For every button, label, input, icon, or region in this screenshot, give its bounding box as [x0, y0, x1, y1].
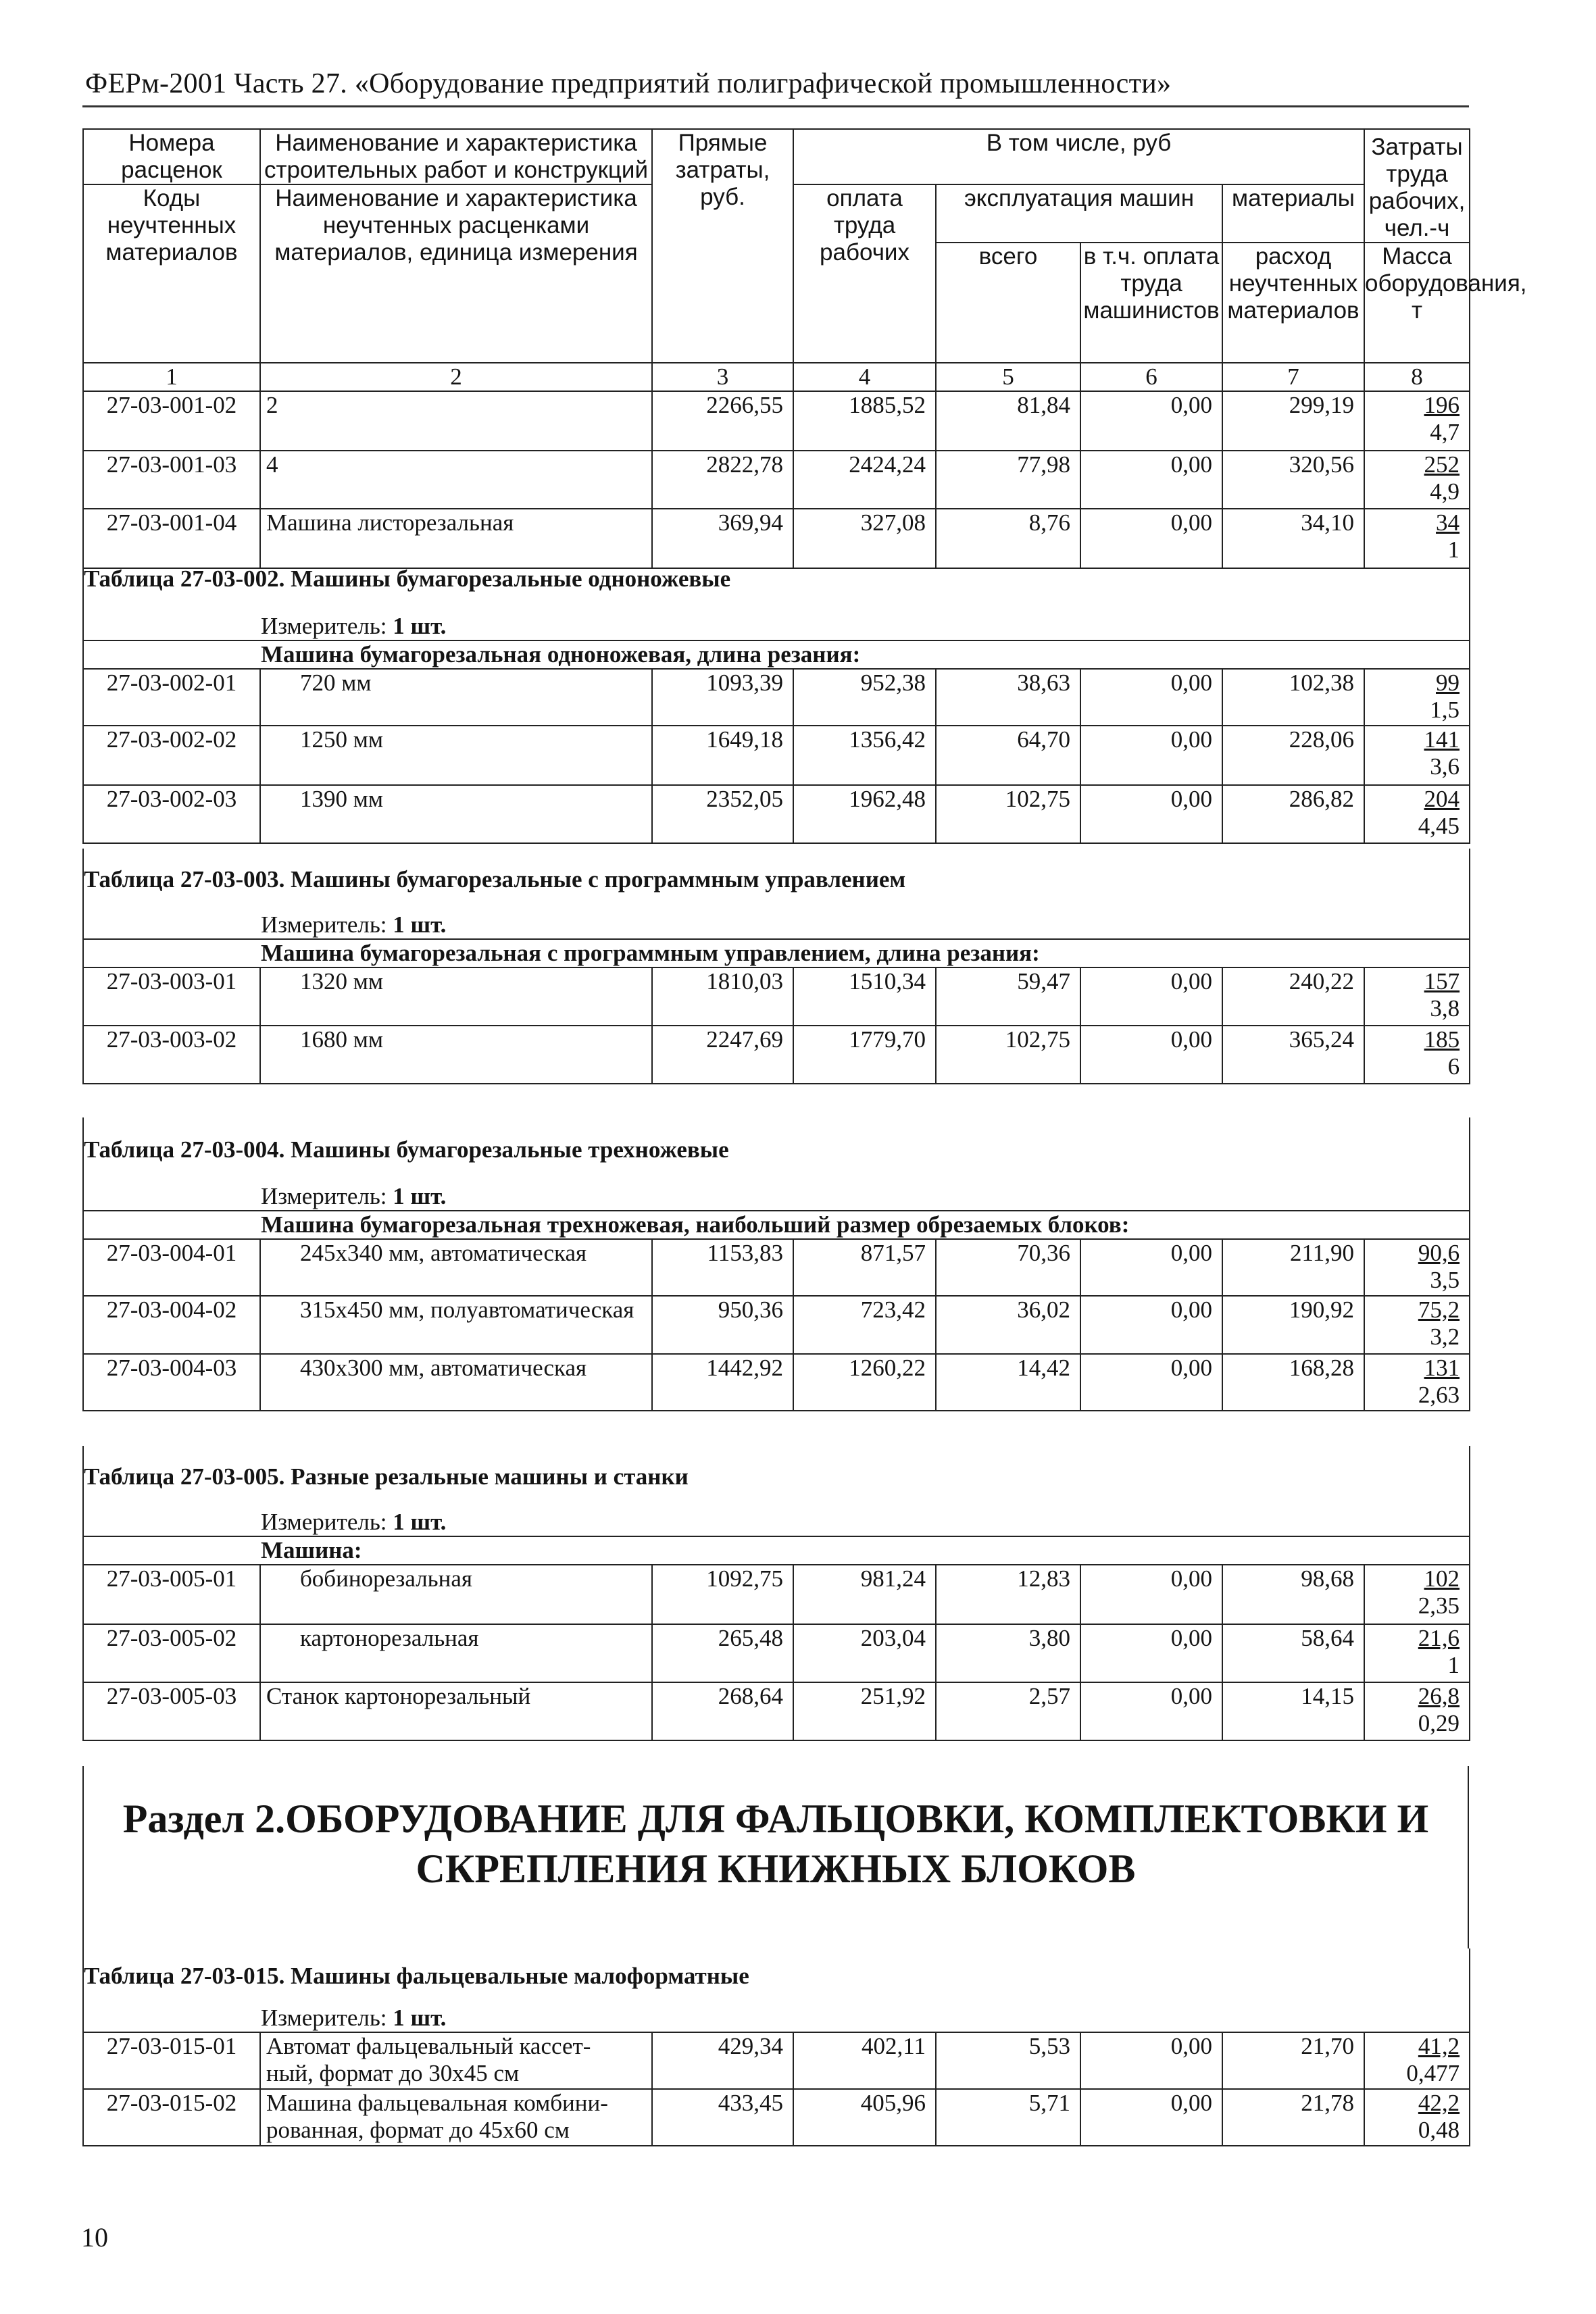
row-mach-labor: 0,00 [1080, 1239, 1222, 1296]
row-labor: 203,04 [793, 1624, 936, 1682]
row-mat: 299,19 [1222, 391, 1364, 451]
row-labor: 1260,22 [793, 1354, 936, 1411]
table-row [83, 2089, 1470, 2146]
row-mat: 365,24 [1222, 1026, 1364, 1084]
row-mach: 102,75 [936, 785, 1080, 843]
row-mat: 58,64 [1222, 1624, 1364, 1682]
row-direct: 268,64 [652, 1682, 793, 1740]
row-mach: 3,80 [936, 1624, 1080, 1682]
row-mat: 168,28 [1222, 1354, 1364, 1411]
row-mach: 14,42 [936, 1354, 1080, 1411]
measure-value: 1 шт. [393, 613, 447, 639]
col6-header: в т.ч. оплата труда машинистов [1080, 243, 1222, 363]
row-mass: 0,29 [1418, 1710, 1460, 1736]
col-number: 3 [652, 363, 793, 391]
row-labor-mass [1364, 2032, 1470, 2089]
table-title: Таблица 27-03-002. Машины бумагорезальные одноножевые [83, 546, 1470, 612]
table-27-03-002 [82, 546, 1470, 844]
row-name: 1390 мм [260, 785, 652, 843]
row-mach: 38,63 [936, 669, 1080, 726]
row-labor-hours: 99 [1436, 670, 1460, 696]
row-direct: 1093,39 [652, 669, 793, 726]
row-labor: 251,92 [793, 1682, 936, 1740]
row-name: бобинорезальная [260, 1565, 652, 1624]
row-labor: 1885,52 [793, 391, 936, 451]
row-code: 27-03-001-03 [83, 451, 260, 509]
row-labor-hours: 75,2 [1418, 1297, 1460, 1323]
row-mass: 3,6 [1430, 753, 1460, 780]
table-subtitle: Машина бумагорезальная с программным управлением, длина резания: [83, 939, 1470, 967]
row-mach-labor: 0,00 [1080, 967, 1222, 1026]
row-labor-mass [1364, 1682, 1470, 1740]
col-number: 6 [1080, 363, 1222, 391]
row-mach: 8,76 [936, 509, 1080, 568]
row-mass: 4,45 [1418, 813, 1460, 839]
row-mach: 64,70 [936, 726, 1080, 785]
table-row [83, 1296, 1470, 1354]
measure-unit [83, 911, 1470, 939]
row-code: 27-03-004-03 [83, 1354, 260, 1411]
table-27-03-015 [82, 1948, 1470, 2146]
row-labor-mass [1364, 669, 1470, 726]
col5-header: всего [936, 243, 1080, 363]
row-direct: 2247,69 [652, 1026, 793, 1084]
col8-bottom-header: Масса оборудования, т [1364, 243, 1470, 363]
row-mach-labor: 0,00 [1080, 391, 1222, 451]
col-number: 2 [260, 363, 652, 391]
row-code: 27-03-005-03 [83, 1682, 260, 1740]
measure-label: Измеритель: [261, 911, 387, 938]
row-labor-mass [1364, 391, 1470, 451]
row-mach-labor: 0,00 [1080, 2089, 1222, 2146]
row-labor-hours: 141 [1424, 726, 1460, 753]
row-name: 1250 мм [260, 726, 652, 785]
materials-header: материалы [1222, 184, 1364, 243]
row-labor-hours: 26,8 [1418, 1683, 1460, 1709]
row-labor: 1779,70 [793, 1026, 936, 1084]
row-direct: 433,45 [652, 2089, 793, 2146]
row-mat: 286,82 [1222, 785, 1364, 843]
row-mach-labor: 0,00 [1080, 1624, 1222, 1682]
table-title: Таблица 27-03-003. Машины бумагорезальные с программным управлением [83, 849, 1470, 911]
table-row [83, 1239, 1470, 1296]
row-name: 720 мм [260, 669, 652, 726]
table-subtitle: Машина бумагорезальная одноножевая, длина резания: [83, 640, 1470, 669]
row-code: 27-03-002-01 [83, 669, 260, 726]
table-title: Таблица 27-03-005. Разные резальные машины и станки [83, 1446, 1470, 1508]
row-direct: 429,34 [652, 2032, 793, 2089]
row-direct: 1810,03 [652, 967, 793, 1026]
table-27-03-005 [82, 1446, 1470, 1741]
row-labor-hours: 41,2 [1418, 2033, 1460, 2059]
col8-top-header: Затраты труда рабочих, чел.-ч [1364, 129, 1470, 243]
col-number: 7 [1222, 363, 1364, 391]
measure-value: 1 шт. [393, 911, 447, 938]
row-labor-hours: 42,2 [1418, 2090, 1460, 2116]
row-mass: 6 [1447, 1053, 1460, 1080]
row-labor: 402,11 [793, 2032, 936, 2089]
incl-header: В том числе, руб [793, 129, 1364, 184]
col1-bottom-header: Коды неучтенных материалов [83, 184, 260, 363]
row-code: 27-03-015-01 [83, 2032, 260, 2089]
table-title: Таблица 27-03-004. Машины бумагорезальные трехножевые [83, 1117, 1470, 1182]
row-mach: 5,53 [936, 2032, 1080, 2089]
row-direct: 1153,83 [652, 1239, 793, 1296]
row-mach-labor: 0,00 [1080, 669, 1222, 726]
row-labor-mass [1364, 1565, 1470, 1624]
measure-unit [83, 612, 1470, 640]
row-mat: 34,10 [1222, 509, 1364, 568]
row-code: 27-03-015-02 [83, 2089, 260, 2146]
row-name: Станок картонорезальный [260, 1682, 652, 1740]
row-name: 1320 мм [260, 967, 652, 1026]
col2-top-header: Наименование и характеристика строительных работ и конструкций [260, 129, 652, 184]
row-mach-labor: 0,00 [1080, 451, 1222, 509]
table-27-03-003 [82, 849, 1470, 1084]
row-mass: 1 [1447, 1652, 1460, 1678]
row-mach-labor: 0,00 [1080, 509, 1222, 568]
col7-header: расход неучтенных материалов [1222, 243, 1364, 363]
row-mach: 77,98 [936, 451, 1080, 509]
measure-unit [83, 1508, 1470, 1536]
page-number: 10 [81, 2222, 108, 2253]
row-mach-labor: 0,00 [1080, 726, 1222, 785]
row-labor-mass [1364, 1026, 1470, 1084]
row-labor-hours: 196 [1424, 392, 1460, 418]
row-mach: 102,75 [936, 1026, 1080, 1084]
col-number: 8 [1364, 363, 1470, 391]
row-labor-hours: 252 [1424, 451, 1460, 478]
row-mach-labor: 0,00 [1080, 1354, 1222, 1411]
row-code: 27-03-004-01 [83, 1239, 260, 1296]
row-mass: 1 [1447, 536, 1460, 563]
row-code: 27-03-005-01 [83, 1565, 260, 1624]
page-header: ФЕРм-2001 Часть 27. «Оборудование предприятий полиграфической промышленности» [85, 68, 1172, 99]
table-row [83, 726, 1470, 785]
row-name-line1: Автомат фальцевальный кассет- [266, 2033, 591, 2059]
row-mass: 2,63 [1418, 1382, 1460, 1408]
row-code: 27-03-003-01 [83, 967, 260, 1026]
row-labor: 952,38 [793, 669, 936, 726]
row-labor: 1356,42 [793, 726, 936, 785]
row-direct: 950,36 [652, 1296, 793, 1354]
row-code: 27-03-002-03 [83, 785, 260, 843]
table-subtitle: Машина: [83, 1536, 1470, 1565]
row-labor-mass [1364, 2089, 1470, 2146]
row-mat: 21,78 [1222, 2089, 1364, 2146]
row-name: 430х300 мм, автоматическая [260, 1354, 652, 1411]
row-mat: 211,90 [1222, 1239, 1364, 1296]
row-mach: 5,71 [936, 2089, 1080, 2146]
table-row [83, 2032, 1470, 2089]
table-row [83, 1624, 1470, 1682]
row-labor-mass [1364, 967, 1470, 1026]
row-name: 1680 мм [260, 1026, 652, 1084]
section-heading-line1: Раздел 2.ОБОРУДОВАНИЕ ДЛЯ ФАЛЬЦОВКИ, КОМПЛЕКТОВКИ И [122, 1796, 1429, 1841]
row-direct: 369,94 [652, 509, 793, 568]
col2-bottom-header: Наименование и характеристика неучтенных расценками материалов, единица измерения [260, 184, 652, 363]
row-mass: 0,48 [1418, 2117, 1460, 2143]
row-direct: 2352,05 [652, 785, 793, 843]
row-mat: 102,38 [1222, 669, 1364, 726]
row-direct: 2822,78 [652, 451, 793, 509]
col-number: 1 [83, 363, 260, 391]
row-name-line2: рованная, формат до 45х60 см [266, 2117, 570, 2143]
row-mach: 59,47 [936, 967, 1080, 1026]
row-labor: 1510,34 [793, 967, 936, 1026]
row-labor: 327,08 [793, 509, 936, 568]
row-mass: 2,35 [1418, 1592, 1460, 1619]
row-direct: 1649,18 [652, 726, 793, 785]
row-name: 245х340 мм, автоматическая [260, 1239, 652, 1296]
row-labor-mass [1364, 726, 1470, 785]
col4-header: оплата труда рабочих [793, 184, 936, 363]
row-labor-hours: 157 [1424, 968, 1460, 995]
measure-label: Измеритель: [261, 2005, 387, 2031]
row-labor-mass [1364, 1239, 1470, 1296]
row-mach-labor: 0,00 [1080, 1565, 1222, 1624]
table-row [83, 785, 1470, 843]
row-mat: 240,22 [1222, 967, 1364, 1026]
row-name: Машина листорезальная [260, 509, 652, 568]
measure-value: 1 шт. [393, 2005, 447, 2031]
row-name: 2 [260, 391, 652, 451]
row-mat: 320,56 [1222, 451, 1364, 509]
row-labor: 981,24 [793, 1565, 936, 1624]
row-labor-mass [1364, 1354, 1470, 1411]
row-name-line2: ный, формат до 30х45 см [266, 2060, 520, 2086]
row-mach-labor: 0,00 [1080, 1296, 1222, 1354]
row-code: 27-03-001-04 [83, 509, 260, 568]
table-row [83, 451, 1470, 509]
machines-header: эксплуатация машин [936, 184, 1222, 243]
row-labor: 1962,48 [793, 785, 936, 843]
header-rule [82, 105, 1469, 107]
row-mach: 70,36 [936, 1239, 1080, 1296]
measure-unit [83, 1182, 1470, 1211]
row-mat: 190,92 [1222, 1296, 1364, 1354]
row-mass: 0,477 [1406, 2060, 1460, 2086]
main-table-001 [82, 128, 1527, 569]
table-row [83, 1026, 1470, 1084]
measure-label: Измеритель: [261, 613, 387, 639]
row-mass: 1,5 [1430, 697, 1460, 723]
row-name-line1: Машина фальцевальная комбини- [266, 2090, 608, 2116]
row-labor: 723,42 [793, 1296, 936, 1354]
table-title: Таблица 27-03-015. Машины фальцевальные малоформатные [83, 1948, 1470, 2004]
row-code: 27-03-004-02 [83, 1296, 260, 1354]
row-code: 27-03-003-02 [83, 1026, 260, 1084]
row-labor-hours: 34 [1436, 509, 1460, 536]
row-labor-hours: 204 [1424, 786, 1460, 812]
table-row [83, 967, 1470, 1026]
measure-value: 1 шт. [393, 1509, 447, 1535]
table-row [83, 669, 1470, 726]
row-labor-mass [1364, 1296, 1470, 1354]
row-mach-labor: 0,00 [1080, 1682, 1222, 1740]
col3-header: Прямые затраты, руб. [652, 129, 793, 363]
row-labor-hours: 21,6 [1418, 1625, 1460, 1651]
section-heading-line2: СКРЕПЛЕНИЯ КНИЖНЫХ БЛОКОВ [416, 1846, 1136, 1891]
row-labor-hours: 102 [1424, 1565, 1460, 1592]
table-row [83, 1565, 1470, 1624]
col-number: 4 [793, 363, 936, 391]
row-labor: 2424,24 [793, 451, 936, 509]
row-mass: 3,5 [1430, 1267, 1460, 1293]
row-mat: 14,15 [1222, 1682, 1364, 1740]
row-mach: 81,84 [936, 391, 1080, 451]
row-mass: 3,2 [1430, 1324, 1460, 1350]
row-name: 315х450 мм, полуавтоматическая [260, 1296, 652, 1354]
row-labor-mass [1364, 451, 1470, 509]
row-direct: 1442,92 [652, 1354, 793, 1411]
row-labor: 871,57 [793, 1239, 936, 1296]
table-27-03-004 [82, 1117, 1470, 1411]
row-direct: 265,48 [652, 1624, 793, 1682]
row-direct: 1092,75 [652, 1565, 793, 1624]
row-mach: 2,57 [936, 1682, 1080, 1740]
row-code: 27-03-002-02 [83, 726, 260, 785]
row-direct: 2266,55 [652, 391, 793, 451]
row-name [260, 2032, 652, 2089]
measure-value: 1 шт. [393, 1183, 447, 1209]
row-name: 4 [260, 451, 652, 509]
table-row [83, 391, 1470, 451]
table-subtitle: Машина бумагорезальная трехножевая, наибольший размер обрезаемых блоков: [83, 1211, 1470, 1239]
row-mach: 36,02 [936, 1296, 1080, 1354]
row-labor: 405,96 [793, 2089, 936, 2146]
row-mach-labor: 0,00 [1080, 1026, 1222, 1084]
row-name [260, 2089, 652, 2146]
row-labor-mass [1364, 785, 1470, 843]
row-labor-mass [1364, 1624, 1470, 1682]
row-mach: 12,83 [936, 1565, 1080, 1624]
row-mach-labor: 0,00 [1080, 2032, 1222, 2089]
row-mass: 4,9 [1430, 478, 1460, 505]
row-labor-hours: 90,6 [1418, 1240, 1460, 1266]
row-labor-hours: 185 [1424, 1026, 1460, 1053]
row-labor-hours: 131 [1424, 1355, 1460, 1381]
measure-label: Измеритель: [261, 1183, 387, 1209]
row-code: 27-03-005-02 [83, 1624, 260, 1682]
table-row [83, 1354, 1470, 1411]
row-mach-labor: 0,00 [1080, 785, 1222, 843]
measure-label: Измеритель: [261, 1509, 387, 1535]
row-code: 27-03-001-02 [83, 391, 260, 451]
row-mat: 98,68 [1222, 1565, 1364, 1624]
row-mass: 3,8 [1430, 995, 1460, 1022]
row-name: картонорезальная [260, 1624, 652, 1682]
row-mass: 4,7 [1430, 419, 1460, 445]
col1-top-header: Номера расценок [83, 129, 260, 184]
measure-unit [83, 2004, 1470, 2032]
row-mat: 21,70 [1222, 2032, 1364, 2089]
row-mat: 228,06 [1222, 726, 1364, 785]
col-number: 5 [936, 363, 1080, 391]
table-row [83, 1682, 1470, 1740]
